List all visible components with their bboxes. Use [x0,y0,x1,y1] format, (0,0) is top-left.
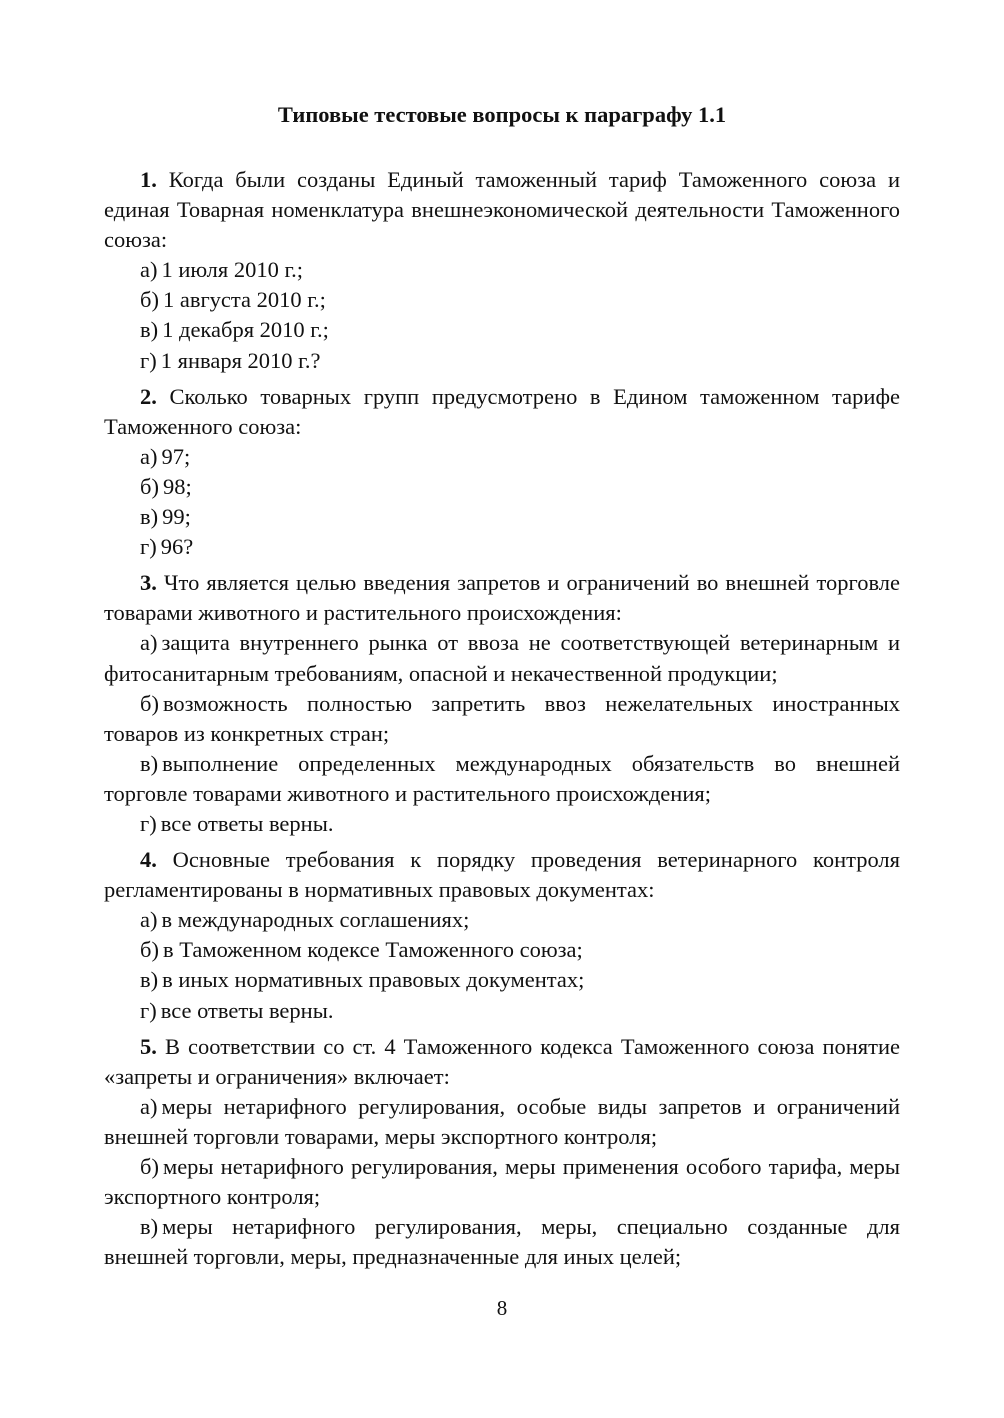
option-letter: в) [140,504,159,530]
question-number: 5. [140,1033,157,1059]
question-5 [104,1032,900,1273]
option-text: все ответы верны. [160,997,334,1023]
answer-option [104,905,900,935]
option-letter: г) [140,534,157,560]
answer-option [104,315,900,345]
option-letter: г) [140,997,157,1023]
option-text: 97; [161,443,191,469]
question-1 [104,165,900,376]
answer-option [104,472,900,502]
question-text [104,568,900,628]
question-4 [104,845,900,1026]
option-letter: в) [140,317,159,343]
option-text: в международных соглашениях; [161,907,470,933]
option-letter: а) [140,907,158,933]
question-body: В соответствии со ст. 4 Таможенного кодекса Таможенного союза понятие «запреты и ограничения» включает: [104,1033,900,1089]
question-number: 4. [140,847,157,873]
answer-option [104,996,900,1026]
question-body: Когда были созданы Единый таможенный тариф Таможенного союза и единая Товарная номенклатура внешнеэкономической деятельности Таможенного союза: [104,167,900,253]
option-letter: а) [140,630,158,656]
option-text: 1 января 2010 г.? [160,347,321,373]
question-2 [104,382,900,563]
questions-list [104,165,900,1272]
question-number: 3. [140,570,157,596]
question-body: Сколько товарных групп предусмотрено в Едином таможенном тарифе Таможенного союза: [104,383,901,439]
answer-option [104,442,900,472]
answer-option [104,1212,900,1272]
question-text [104,165,900,255]
question-text [104,382,900,442]
option-letter: в) [140,1214,159,1240]
option-text: выполнение определенных международных обязательств во внешней торговле товарами животного и растительного происхождения; [104,750,900,806]
answer-option [104,628,900,688]
option-text: в Таможенном кодексе Таможенного союза; [162,937,583,963]
option-text: 1 июля 2010 г.; [161,257,304,283]
question-text [104,1032,900,1092]
answer-option [104,1152,900,1212]
answer-option [104,965,900,995]
answer-option [104,689,900,749]
page-title: Типовые тестовые вопросы к параграфу 1.1 [277,102,727,127]
question-text [104,845,900,905]
option-letter: б) [140,287,159,313]
question-body: Основные требования к порядку проведения ветеринарного контроля регламентированы в нормативных правовых документах: [104,847,900,903]
page-number: 8 [496,1296,508,1320]
option-letter: в) [140,750,159,776]
option-letter: г) [140,347,157,373]
option-letter: а) [140,443,158,469]
option-letter: а) [140,257,158,283]
answer-option [104,532,900,562]
option-text: 1 августа 2010 г.; [162,287,326,313]
option-text: 99; [162,504,191,530]
answer-option [104,1092,900,1152]
option-text: меры нетарифного регулирования, меры применения особого тарифа, меры экспортного контроля; [104,1154,900,1210]
option-text: 96? [160,534,194,560]
option-text: 1 декабря 2010 г.; [162,317,329,343]
option-letter: б) [140,1154,159,1179]
option-text: меры нетарифного регулирования, особые виды запретов и ограничений внешней торговли товарами, меры экспортного контроля; [104,1093,900,1149]
question-number: 2. [140,383,157,409]
option-letter: б) [140,937,159,963]
question-number: 1. [140,167,157,192]
option-text: в иных нормативных правовых документах; [162,967,585,993]
answer-option [104,749,900,809]
answer-option [104,502,900,532]
question-3 [104,568,900,839]
answer-option [104,255,900,285]
answer-option [104,809,900,839]
option-text: 98; [162,473,192,499]
answer-option [104,935,900,965]
option-letter: г) [140,810,157,836]
option-text: возможность полностью запретить ввоз нежелательных иностранных товаров из конкретных стран; [104,690,900,746]
option-text: все ответы верны. [160,810,334,836]
option-letter: б) [140,473,159,499]
option-text: защита внутреннего рынка от ввоза не соответствующей ветеринарным и фитосанитарным требованиям, опасной и некачественной продукции; [104,630,900,686]
question-body: Что является целью введения запретов и ограничений во внешней торговле товарами животного и растительного происхождения: [104,570,900,626]
option-letter: б) [140,690,159,716]
option-letter: в) [140,967,159,993]
answer-option [104,285,900,315]
option-letter: а) [140,1093,158,1119]
option-text: меры нетарифного регулирования, меры, специально созданные для внешней торговли, меры, предназначенные для иных целей; [104,1214,900,1270]
answer-option [104,346,900,376]
